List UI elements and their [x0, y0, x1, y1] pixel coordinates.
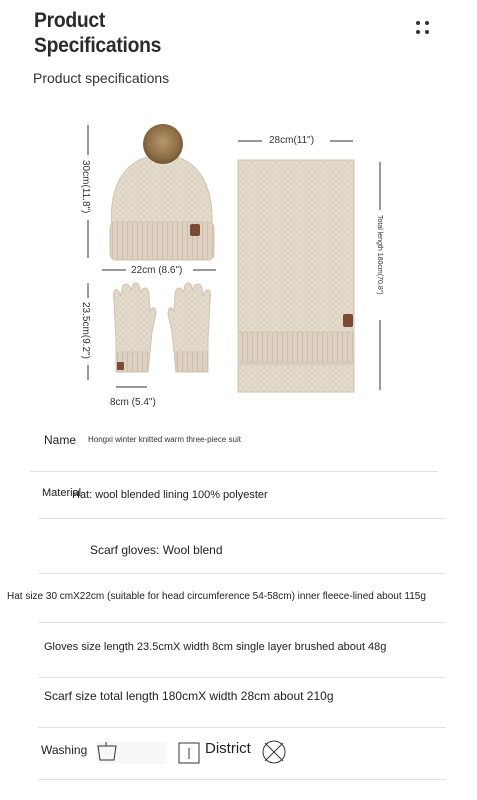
hat-width-label: 22cm (8.6") — [131, 265, 183, 276]
divider — [38, 518, 446, 519]
product-illustration — [0, 100, 477, 420]
glove-length-label: 23.5cm(9.2") — [80, 302, 91, 359]
no-dry-clean-icon — [260, 738, 288, 766]
divider — [38, 573, 446, 574]
section-subtitle: Product specifications — [33, 70, 170, 86]
divider — [38, 727, 446, 728]
material-label: Material — [42, 487, 82, 499]
name-label: Name — [44, 433, 77, 447]
more-dots-icon[interactable] — [414, 18, 434, 38]
scarf-width-label: 28cm(11") — [269, 135, 315, 146]
divider — [38, 779, 446, 780]
hat-size-text: Hat size 30 cmX22cm (suitable for head circumference 54-58cm) inner fleece-lined about 115g — [7, 591, 426, 602]
page-title — [34, 8, 161, 58]
gloves-size-text: Gloves size length 23.5cmX width 8cm single layer brushed about 48g — [44, 641, 387, 653]
scarf-gloves-material: Scarf gloves: Wool blend — [90, 543, 223, 557]
glove-width-label: 8cm (5.4") — [110, 397, 156, 408]
divider — [30, 471, 438, 472]
gloves-image — [114, 283, 211, 372]
washing-label: Washing — [41, 743, 88, 757]
hand-wash-icon — [96, 740, 166, 766]
hat-image — [110, 124, 214, 260]
page-title-line1: Product — [34, 9, 106, 32]
divider — [38, 622, 446, 623]
divider — [38, 677, 446, 678]
scarf-size-text: Scarf size total length 180cmX width 28cm about 210g — [44, 689, 334, 703]
scarf-length-label: Total length 180cm(70.8") — [376, 215, 383, 295]
page-title-line2: Specifications — [34, 34, 162, 57]
hat-height-label: 30cm(11.8") — [80, 160, 91, 214]
name-value: Hongxi winter knitted warm three-piece suit — [88, 435, 241, 444]
material-value: Hat: wool blended lining 100% polyester — [72, 489, 268, 501]
district-label: District — [205, 740, 251, 757]
tumble-dry-icon — [178, 740, 202, 766]
scarf-image — [238, 160, 354, 392]
